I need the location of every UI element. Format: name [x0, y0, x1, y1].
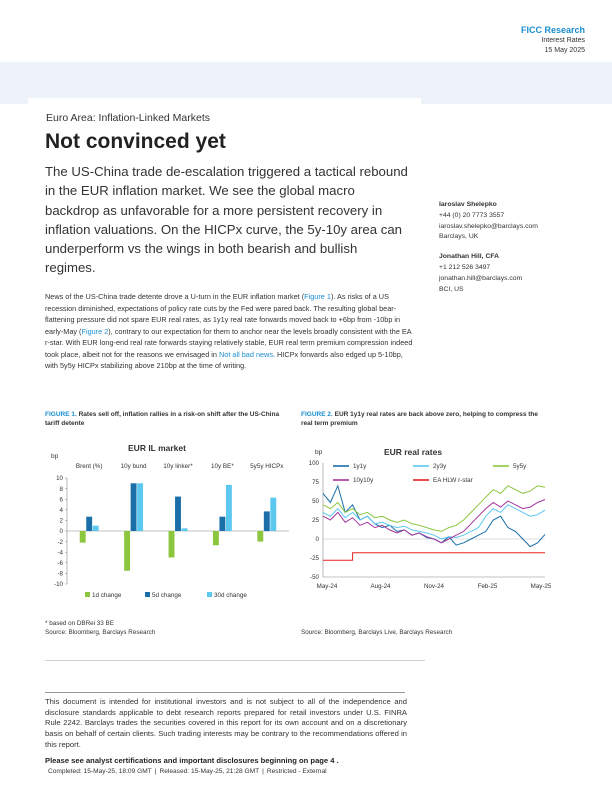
bar-30d-change	[182, 528, 188, 531]
y-tick-label: 100	[308, 460, 319, 468]
legend-swatch	[85, 592, 90, 597]
y-tick-label: 10	[56, 475, 63, 483]
body-paragraph: News of the US-China trade detente drove a U-turn in the EUR inflation market (Figure 1). As risks of a US recession diminished, expectations of policy rate cuts by the Fed were pared back. The resulting global bear-flattening pressure did not spare EUR real rates, as 1y1y real rate forwards moved back to +6bp from -10bp in early-May (Figure 2), contrary to our expectation for them to anchor near the levels broadly consistent with the EA r-star. With EUR long-end real rate forwards staying relatively stable, EUR real term premium compression indeed took place, albeit not for the reasons we envisaged in Not all bad news. HICPx forwards also edged up 5-10bp, with 5y5y HICPx stabilizing above 210bp at the time of writing.	[45, 292, 413, 370]
page-title: Not convinced yet	[45, 130, 226, 153]
figure-2-caption: FIGURE 2. EUR 1y1y real rates are back above zero, helping to compress the real term premium	[301, 411, 538, 427]
y-tick-label: 25	[312, 517, 319, 525]
category-label: 10y linker*	[163, 463, 193, 470]
analyst-contacts	[439, 200, 589, 295]
figure-2-source: Source: Bloomberg, Barclays Live, Barclays Research	[301, 629, 453, 636]
y-tick-label: 75	[312, 479, 319, 487]
x-tick-label: Nov-24	[424, 583, 444, 590]
section-divider	[45, 660, 425, 661]
kicker: Euro Area: Inflation-Linked Markets	[46, 112, 211, 124]
bar-5d-change	[264, 511, 270, 531]
report-header	[521, 24, 585, 56]
y-tick-label: -25	[310, 555, 319, 563]
chart-title: EUR IL market	[128, 443, 186, 453]
x-tick-label: Aug-24	[370, 583, 391, 590]
bar-1d-change	[213, 531, 219, 545]
y-axis-label: bp	[51, 453, 59, 460]
chart-title: EUR real rates	[383, 447, 443, 457]
brand-label: FICC Research	[520, 25, 585, 35]
figure-1-note: * based on DBRei 33 BE	[45, 620, 114, 627]
category-label: Brent (%)	[75, 463, 103, 470]
author-name: Iaroslav Shelepko	[439, 201, 497, 208]
completed-time: Completed: 15-May-25, 18:09 GMT	[48, 768, 152, 775]
author-email[interactable]: jonathan.hill@barclays.com	[439, 274, 523, 282]
released-time: Released: 15-May-25, 21:28 GMT	[159, 768, 260, 775]
release-footer: Completed: 15-May-25, 18:09 GMT | Released: 15-May-25, 21:28 GMT | Restricted - External	[45, 768, 330, 775]
legend-label: 5d change	[152, 592, 182, 599]
x-tick-label: Feb-25	[477, 583, 498, 590]
report-date: 15 May 2025	[544, 47, 585, 54]
author-email[interactable]: iaroslav.shelepko@barclays.com	[439, 222, 538, 230]
y-tick-label: -8	[57, 570, 63, 578]
legend-label: 30d change	[214, 592, 247, 599]
category-label: 10y BE*	[211, 463, 234, 470]
bar-1d-change	[257, 531, 263, 542]
figure-1-link[interactable]: Figure 1	[304, 292, 331, 301]
section-label: Interest Rates	[541, 37, 585, 44]
y-tick-label: 6	[59, 496, 63, 504]
y-tick-label: -2	[57, 538, 63, 546]
legend-swatch	[145, 592, 150, 597]
figure-1-caption: FIGURE 1. Rates sell off, inflation rallies in a risk-on shift after the US-China tariff detente	[45, 411, 280, 427]
y-tick-label: 0	[59, 528, 63, 536]
disclaimer-divider	[45, 692, 405, 693]
eur-real-rates-chart	[301, 436, 551, 606]
bar-5d-change	[175, 497, 181, 531]
bar-30d-change	[93, 526, 99, 531]
x-tick-label: May-24	[316, 583, 338, 590]
y-tick-label: -6	[57, 560, 63, 567]
legend-label: 5y5y	[513, 463, 527, 470]
legend-label: 10y10y	[353, 477, 374, 484]
author-entity: BCI, US	[439, 285, 464, 293]
bar-5d-change	[86, 517, 92, 531]
bar-1d-change	[169, 531, 175, 558]
author-name: Jonathan Hill, CFA	[439, 253, 500, 261]
y-tick-label: 50	[312, 498, 319, 506]
legend-label: 1d change	[92, 592, 122, 599]
x-tick-label: May-25	[530, 583, 551, 590]
lede-paragraph: The US-China trade de-escalation triggered a tactical rebound in the EUR inflation market. We see the global macro backdrop as unfavorable for a more persistent recovery in inflation valuations. On the HICPx curve, the 5y-10y area can underperform vs the wings in both bearish and bullish regimes.	[45, 164, 408, 276]
bar-30d-change	[137, 483, 143, 531]
author-entity: Barclays, UK	[439, 233, 479, 241]
distribution-label: Restricted - External	[266, 768, 327, 775]
author-phone: +44 (0) 20 7773 3557	[439, 211, 505, 219]
y-tick-label: 4	[59, 507, 63, 514]
y-tick-label: -50	[310, 574, 319, 582]
bar-30d-change	[270, 498, 276, 531]
related-report-link[interactable]: Not all bad news	[219, 349, 273, 359]
y-tick-label: -10	[54, 581, 63, 589]
bar-1d-change	[80, 531, 86, 543]
legend-swatch	[207, 592, 212, 597]
bar-5d-change	[219, 517, 225, 531]
figure-2-link[interactable]: Figure 2	[81, 326, 109, 336]
bar-30d-change	[226, 485, 232, 531]
legend-label: 1y1y	[353, 463, 367, 470]
legend-label: EA HLW r-star	[433, 477, 473, 484]
legend-label: 2y3y	[433, 463, 447, 470]
author-phone: +1 212 526 3497	[439, 263, 491, 271]
certification-note[interactable]: Please see analyst certifications and important disclosures beginning on page 4 .	[45, 756, 339, 765]
figure-1-source: Source: Bloomberg, Barclays Research	[45, 629, 156, 636]
series-line-10y10y	[323, 500, 545, 543]
eur-il-market-chart	[45, 436, 295, 606]
category-label: 5y5y HICPx	[250, 463, 284, 470]
series-line-5y5y	[323, 486, 545, 532]
y-tick-label: -4	[57, 549, 63, 557]
disclaimer: This document is intended for institutional investors and is not subject to all of the independence and disclosure standards applicable to debt research reports prepared for retail investors under U.S. FINRA Rule 2242. Barclays trades the securities covered in this report for its own account and on a discretionary basis on behalf of certain clients. Such trading interests may be contrary to the recommendations offered in this report.	[45, 697, 407, 749]
y-tick-label: 0	[315, 536, 319, 544]
y-axis-label: bp	[315, 449, 323, 456]
y-tick-label: 2	[59, 517, 63, 525]
category-label: 10y bund	[120, 463, 147, 470]
y-tick-label: 8	[59, 485, 63, 493]
series-line-EA-HLW-r-star	[323, 553, 545, 561]
bar-1d-change	[124, 531, 130, 571]
bar-5d-change	[131, 483, 137, 531]
